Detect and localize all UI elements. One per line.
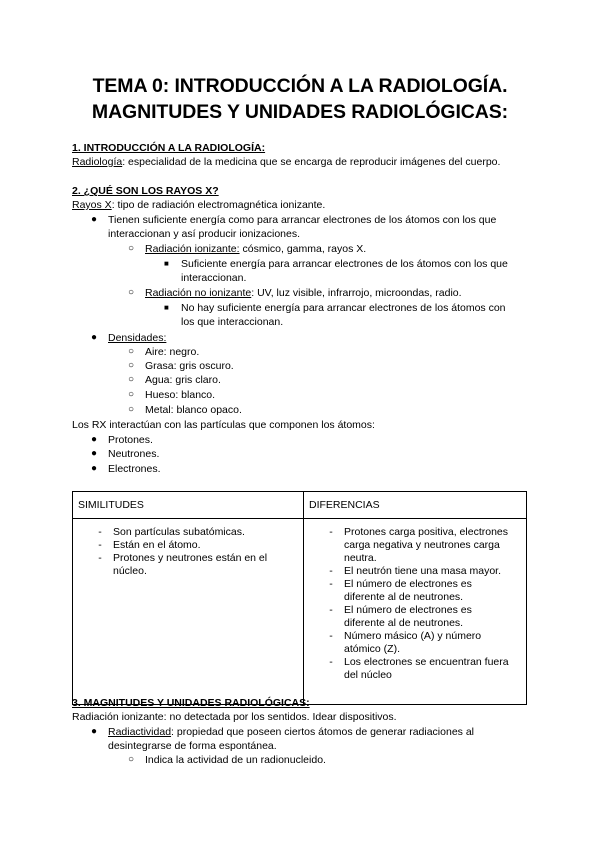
- circle-bullet-icon: ○: [128, 374, 135, 385]
- particle-item: Electrones.: [108, 463, 161, 475]
- radioactivity-sub-item: Indica la actividad de un radionucleido.: [145, 754, 326, 766]
- s2-bullet-1-line-1: Tienen suficiente energía como para arrancar electrones de los átomos con los que: [108, 214, 497, 226]
- circle-bullet-icon: ○: [128, 389, 135, 400]
- section-1-heading: 1. INTRODUCCIÓN A LA RADIOLOGÍA:: [72, 142, 266, 154]
- circle-bullet-icon: ○: [128, 346, 135, 357]
- s2-term: Rayos X: [72, 199, 112, 211]
- density-item: Agua: gris claro.: [145, 374, 221, 386]
- bullet-icon: ●: [91, 448, 98, 459]
- particle-item: Neutrones.: [108, 448, 160, 460]
- s1-term: Radiología: [72, 156, 123, 168]
- list-item: - El número de electrones es diferente al de neutrones.: [329, 604, 472, 629]
- section-2-heading: 2. ¿QUÉ SON LOS RAYOS X?: [72, 185, 219, 197]
- square-bullet-icon: ■: [164, 259, 169, 268]
- s2-definition: Rayos X: tipo de radiación electromagnética ionizante.: [72, 199, 326, 211]
- s2-bullet-1-line-2: interaccionan y así producir ionizaciones.: [108, 228, 301, 240]
- ionizing-sub-line-2: interaccionan.: [181, 272, 247, 284]
- ionizing-radiation-item: Radiación ionizante: cósmico, gamma, rayos X.: [145, 243, 367, 255]
- s1-definition: Radiología: especialidad de la medicina que se encarga de reproducir imágenes del cuerpo.: [72, 156, 501, 168]
- diferencias-cell: [304, 519, 527, 705]
- ionizing-sub-line-1: Suficiente energía para arrancar electrones de los átomos con los que: [181, 258, 508, 270]
- particle-item: Protones.: [108, 434, 153, 446]
- bullet-icon: ●: [91, 214, 98, 225]
- radioactivity-line-2: desintegrarse de forma espontánea.: [108, 740, 277, 752]
- circle-bullet-icon: ○: [128, 404, 135, 415]
- density-item: Metal: blanco opaco.: [145, 404, 242, 416]
- list-item: - Están en el átomo.: [98, 539, 201, 551]
- density-item: Aire: negro.: [145, 346, 200, 358]
- list-item: - El número de electrones es diferente al de neutrones.: [329, 578, 472, 603]
- similitudes-cell: [73, 519, 304, 705]
- bullet-icon: ●: [91, 463, 98, 474]
- table-header-similitudes: SIMILITUDES: [73, 492, 304, 519]
- list-item: - Protones carga positiva, electrones carga negativa y neutrones carga neutra.: [329, 526, 509, 564]
- list-item: - Los electrones se encuentran fuera del núcleo: [329, 656, 509, 681]
- non-ionizing-sub-line-2: los que interaccionan.: [181, 316, 284, 328]
- s3-intro-text: Radiación ionizante: no detectada por los sentidos. Idear dispositivos.: [72, 711, 397, 723]
- square-bullet-icon: ■: [164, 303, 169, 312]
- density-item: Hueso: blanco.: [145, 389, 216, 401]
- bullet-icon: ●: [91, 726, 98, 737]
- list-item: - El neutrón tiene una masa mayor.: [329, 565, 502, 577]
- page-title-line-2: MAGNITUDES Y UNIDADES RADIOLÓGICAS:: [91, 101, 509, 123]
- bullet-icon: ●: [91, 434, 98, 445]
- list-item: - Son partículas subatómicas.: [98, 526, 245, 538]
- table-header-diferencias: DIFERENCIAS: [304, 492, 527, 519]
- circle-bullet-icon: ○: [128, 754, 135, 765]
- section-3-heading: 3. MAGNITUDES Y UNIDADES RADIOLÓGICAS:: [72, 697, 310, 709]
- page-title-line-1: TEMA 0: INTRODUCCIÓN A LA RADIOLOGÍA.: [92, 75, 508, 97]
- radioactivity-line-1: Radiactividad: propiedad que poseen ciertos átomos de generar radiaciones al: [108, 726, 474, 738]
- list-item: - Protones y neutrones están en el núcleo.: [98, 552, 268, 577]
- densities-heading: Densidades:: [108, 332, 167, 344]
- density-item: Grasa: gris oscuro.: [145, 360, 234, 372]
- circle-bullet-icon: ○: [128, 287, 135, 298]
- circle-bullet-icon: ○: [128, 360, 135, 371]
- rx-interaction-text: Los RX interactúan con las partículas que componen los átomos:: [72, 419, 375, 431]
- non-ionizing-sub-line-1: No hay suficiente energía para arrancar electrones de los átomos con: [181, 302, 506, 314]
- circle-bullet-icon: ○: [128, 243, 135, 254]
- bullet-icon: ●: [91, 332, 98, 343]
- comparison-table: [72, 491, 527, 705]
- non-ionizing-radiation-item: Radiación no ionizante: UV, luz visible, infrarrojo, microondas, radio.: [145, 287, 462, 299]
- list-item: - Número másico (A) y número atómico (Z).: [329, 630, 482, 655]
